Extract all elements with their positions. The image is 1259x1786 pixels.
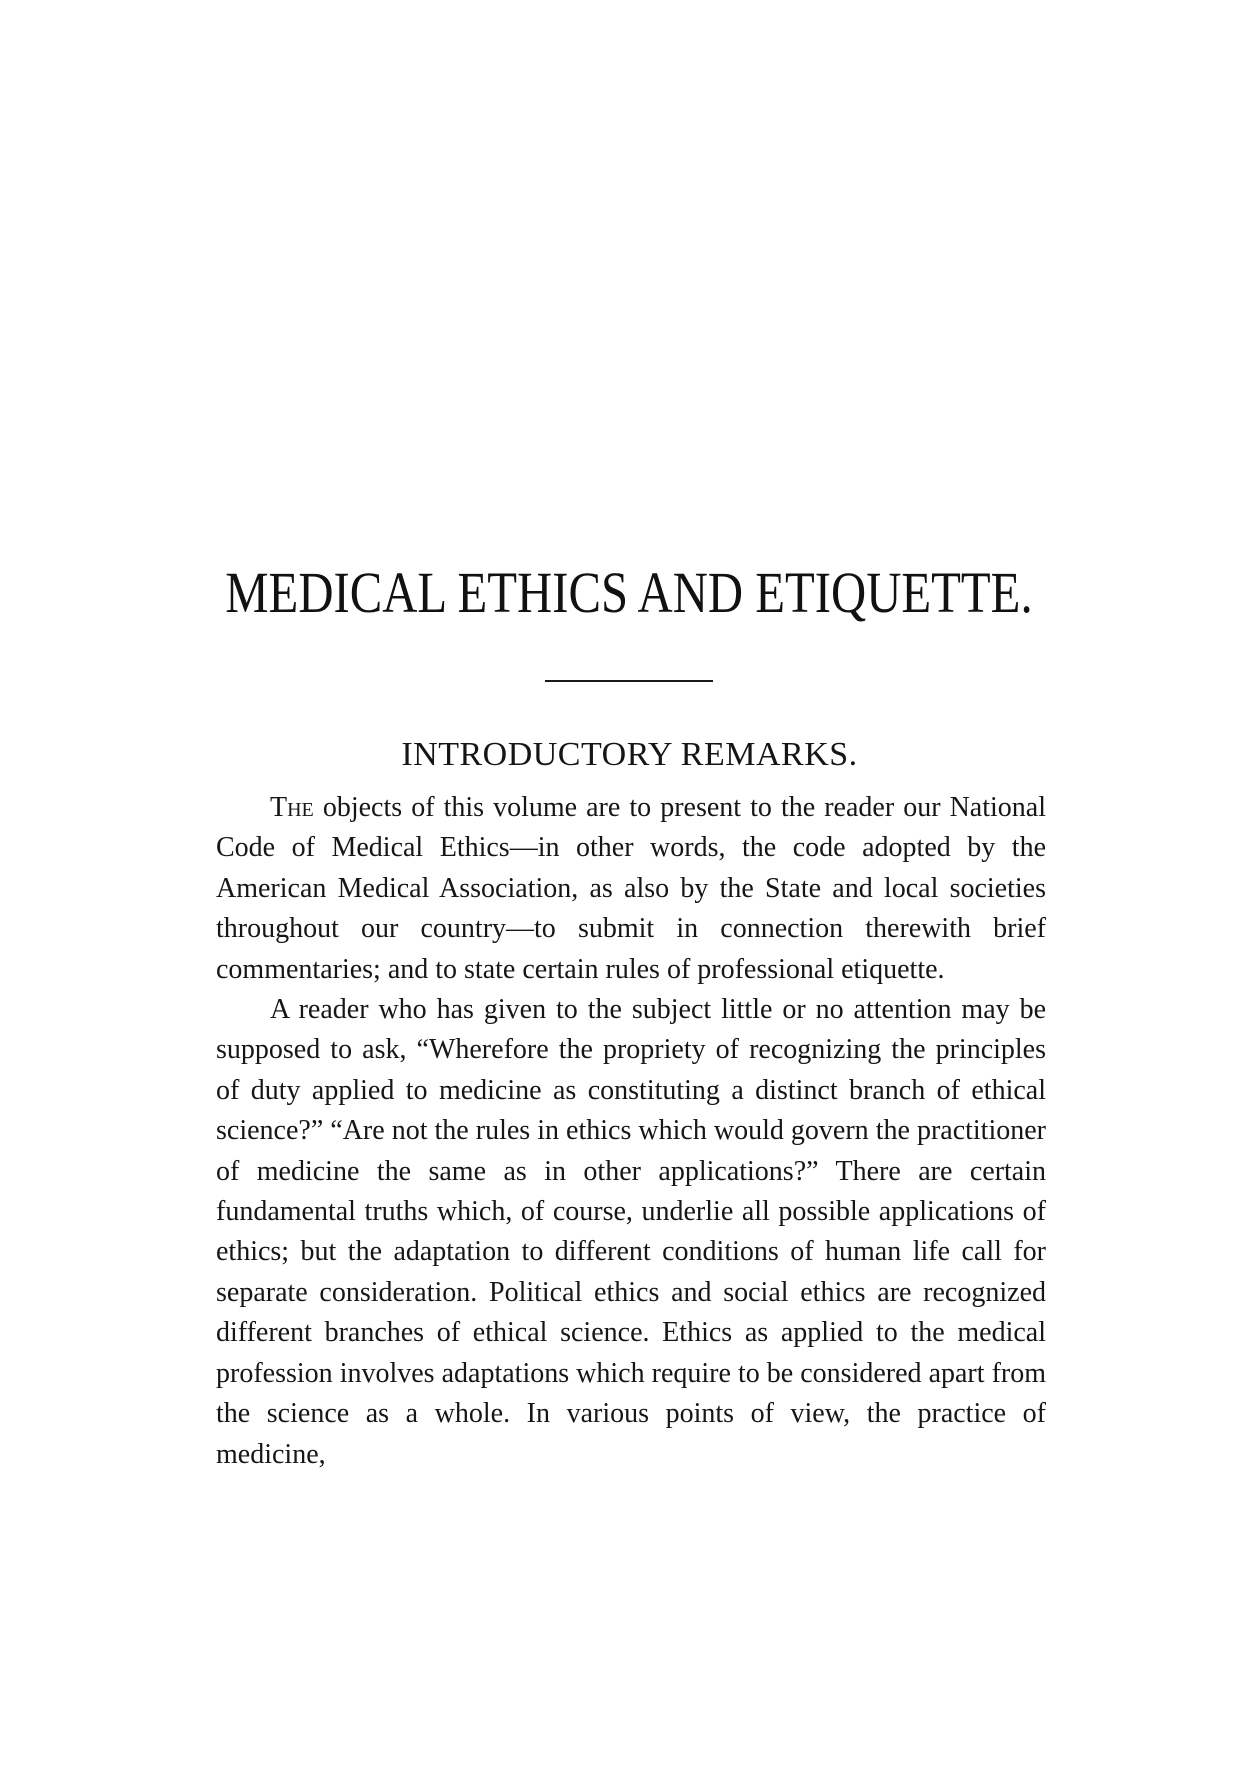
body-text	[216, 788, 1046, 1475]
title-divider	[545, 680, 713, 682]
section-heading: INTRODUCTORY REMARKS.	[401, 736, 858, 773]
paragraph-2-text: A reader who has given to the subject little or no attention may be supposed to ask, “Wherefore the propriety of recognizing the principles of duty applied to medicine as constituting a distinct branch of ethical science?” “Are not the rules in ethics which would govern the practitioner of medicine the same as in other applications?” There are certain fundamental truths which, of course, underlie all possible applications of ethics; but the adaptation to different conditions of human life call for separate consideration. Political ethics and social ethics are recognized different branches of ethical science. Ethics as applied to the medical profession involves adaptations which require to be considered apart from the science as a whole. In various points of view, the practice of medicine,	[216, 994, 1046, 1470]
paragraph-1	[216, 788, 1046, 990]
paragraph-1-lead-word: The	[270, 792, 314, 823]
paragraph-2	[216, 990, 1046, 1475]
paragraph-1-text: objects of this volume are to present to the reader our National Code of Medical Ethics—in other words, the code adopted by the American Medical Association, as also by the State and local societies throughout our country—to submit in connection therewith brief commentaries; and to state certain rules of professional etiquette.	[216, 792, 1046, 985]
page-title: MEDICAL ETHICS AND ETIQUETTE.	[225, 560, 1033, 625]
